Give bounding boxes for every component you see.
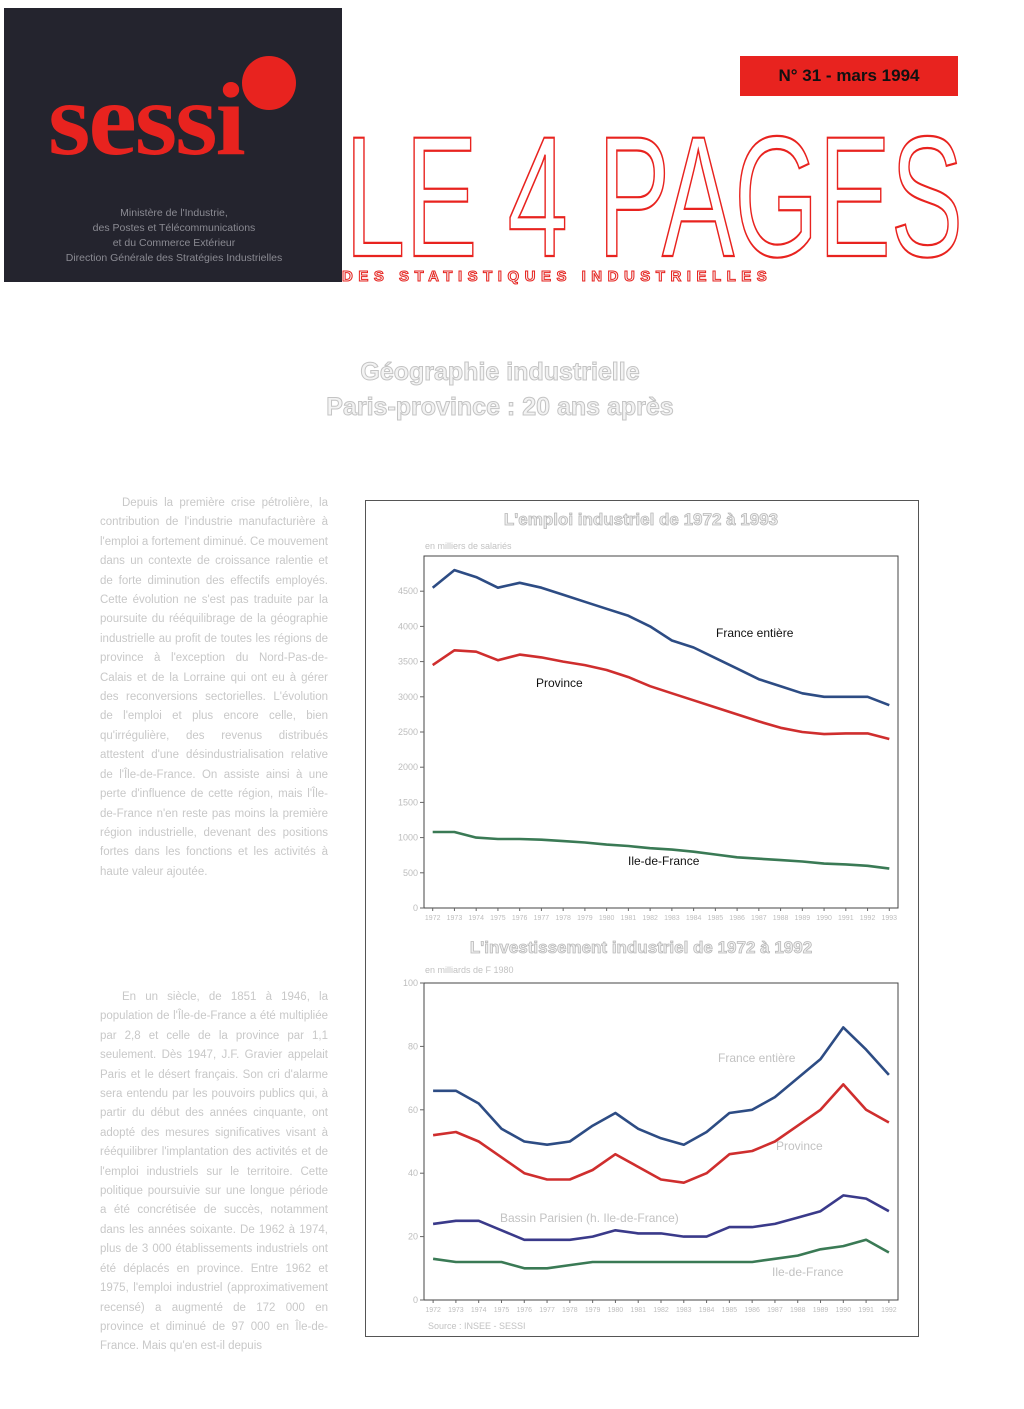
x-tick-label: 1985 <box>721 1307 738 1314</box>
x-tick-label: 1979 <box>584 1307 601 1314</box>
x-tick-label: 1981 <box>630 1307 647 1314</box>
y-tick-label: 4000 <box>397 621 418 632</box>
y-tick-label: 0 <box>412 903 418 913</box>
y-tick-label: 80 <box>407 1041 418 1052</box>
x-tick-label: 1991 <box>858 1307 874 1314</box>
x-tick-label: 1974 <box>468 915 484 922</box>
chart-unit-investissement: en milliards de F 1980 <box>425 965 514 975</box>
series-label: Ile-de-France <box>628 854 700 868</box>
logo-line: et du Commerce Extérieur <box>112 237 236 249</box>
x-tick-label: 1992 <box>859 915 876 922</box>
article-paragraph: En un siècle, de 1851 à 1946, la population de l'Île-de-France a été multipliée par 2,8 et celle de la province par 1,1 seulement. Dès 1947, J.F. Gravier appelait Paris et le désert français. Son cri d'alarme sera entendu par les pouvoirs publics qui, à partir du début des années cinquante, ont adopté des mesures significatives visant à rééquilibrer l'implantation des activités et de l'emploi industriels sur le territoire. Cette politique poursuivie sur une longue période a été concrétisée de succès, notamment dans les années soixante. De 1962 à 1974, plus de 3 000 établissements industriels ont été déplacés en province. Entre 1962 et 1975, l'emploi industriel (approximativement recensé) a augmenté de 172 000 en province et diminué de 97 000 en Île-de-France. Mais qu'en est-il depuis <box>100 991 328 1353</box>
x-tick-label: 1988 <box>772 915 789 922</box>
x-tick-label: 1981 <box>620 915 637 922</box>
x-tick-label: 1990 <box>835 1307 852 1314</box>
chart-title-emploi: L'emploi industriel de 1972 à 1993 <box>503 510 779 529</box>
chart-source: Source : INSEE - SESSI <box>428 1321 526 1331</box>
y-tick-label: 4500 <box>397 586 418 597</box>
y-tick-label: 1000 <box>397 832 418 843</box>
y-tick-label: 500 <box>402 867 418 878</box>
x-tick-label: 1984 <box>685 915 702 922</box>
x-tick-label: 1973 <box>448 1307 464 1314</box>
series-label: France entière <box>718 1051 796 1065</box>
logo-line: des Postes et Télécommunications <box>92 222 256 234</box>
y-tick-label: 60 <box>407 1104 418 1115</box>
plot-area <box>424 983 898 1300</box>
x-tick-label: 1973 <box>446 915 463 922</box>
x-tick-label: 1972 <box>425 1307 441 1314</box>
series-line <box>433 1084 889 1182</box>
series-label: France entière <box>716 626 794 640</box>
x-tick-label: 1976 <box>516 1307 533 1314</box>
logo-line: Direction Générale des Stratégies Industrielles <box>65 252 283 264</box>
x-tick-label: 1983 <box>664 915 680 922</box>
x-tick-label: 1980 <box>607 1307 624 1314</box>
x-tick-label: 1975 <box>493 1307 510 1314</box>
x-tick-label: 1982 <box>642 915 658 922</box>
y-tick-label: 2500 <box>397 727 418 737</box>
x-tick-label: 1982 <box>653 1307 669 1314</box>
y-tick-label: 2000 <box>397 762 418 773</box>
x-tick-label: 1977 <box>533 915 550 922</box>
x-tick-label: 1985 <box>707 915 724 922</box>
series-label: Province <box>776 1139 823 1153</box>
x-tick-label: 1972 <box>424 915 441 922</box>
series-line <box>433 1027 889 1144</box>
series-label: Bassin Parisien (h. Ile-de-France) <box>500 1211 679 1225</box>
publication-subtitle: DES STATISTIQUES INDUSTRIELLES <box>342 268 773 285</box>
x-tick-label: 1984 <box>698 1307 715 1314</box>
y-tick-label: 3000 <box>397 691 418 702</box>
publication-title-text: LE 4 PAGES <box>345 118 963 268</box>
chart-title-investissement: L'investissement industriel de 1972 à 1992 <box>469 938 813 957</box>
x-tick-label: 1977 <box>539 1307 555 1314</box>
y-tick-label: 40 <box>407 1168 418 1179</box>
article-subheadline: Paris-province : 20 ans après <box>326 393 674 421</box>
chart-unit-emploi: en milliers de salariés <box>425 541 512 551</box>
y-tick-label: 100 <box>402 978 418 988</box>
x-tick-label: 1974 <box>470 1307 487 1314</box>
x-tick-label: 1979 <box>577 915 593 922</box>
y-tick-label: 1500 <box>397 797 418 808</box>
y-tick-label: 0 <box>412 1295 418 1305</box>
x-tick-label: 1987 <box>767 1307 783 1314</box>
x-tick-label: 1990 <box>816 915 832 922</box>
x-tick-label: 1975 <box>490 915 506 922</box>
x-tick-label: 1991 <box>838 915 854 922</box>
x-tick-label: 1989 <box>794 915 811 922</box>
x-tick-label: 1992 <box>881 1307 897 1314</box>
x-tick-label: 1983 <box>675 1307 692 1314</box>
x-tick-label: 1978 <box>555 915 571 922</box>
article-paragraph: Depuis la première crise pétrolière, la contribution de l'industrie manufacturière à l'emploi a fortement diminué. Ce mouvement dans un contexte de croissance ralentie et de forte diminution des effectifs employés. Cette évolution ne s'est pas traduite par la poursuite du rééquilibrage de la géographie industrielle au profit de toutes les régions de province à l'exception du Nord-Pas-de-Calais et de la Lorraine qui ont eu à gérer des reconversions sectorielles. L'évolution de l'emploi et plus encore celle, bien qu'irrégulière, des revenus distribués attestent d'une désindustrialisation relative de l'Île-de-France. On assiste ainsi à une perte d'influence de cette région, mais l'Île-de-France n'en reste pas moins la première région industrielle, devenant des positions fortes dans les fonctions et les activités à haute valeur ajoutée. <box>100 497 328 878</box>
x-tick-label: 1989 <box>812 1307 829 1314</box>
issue-badge: N° 31 - mars 1994 <box>740 56 958 96</box>
y-tick-label: 3500 <box>397 656 418 667</box>
series-label: Ile-de-France <box>772 1265 844 1279</box>
x-tick-label: 1987 <box>751 915 767 922</box>
x-tick-label: 1978 <box>562 1307 578 1314</box>
logo-line: Ministère de l'Industrie, <box>120 207 228 219</box>
x-tick-label: 1988 <box>789 1307 806 1314</box>
series-line <box>433 650 890 739</box>
series-label: Province <box>536 676 583 690</box>
y-tick-label: 20 <box>407 1231 418 1242</box>
x-tick-label: 1986 <box>729 915 745 922</box>
x-tick-label: 1993 <box>881 915 898 922</box>
series-line <box>433 570 890 705</box>
logo-word: sessi <box>48 62 244 177</box>
article-headline: Géographie industrielle <box>360 358 640 386</box>
x-tick-label: 1976 <box>511 915 528 922</box>
x-tick-label: 1986 <box>744 1307 760 1314</box>
x-tick-label: 1980 <box>598 915 615 922</box>
